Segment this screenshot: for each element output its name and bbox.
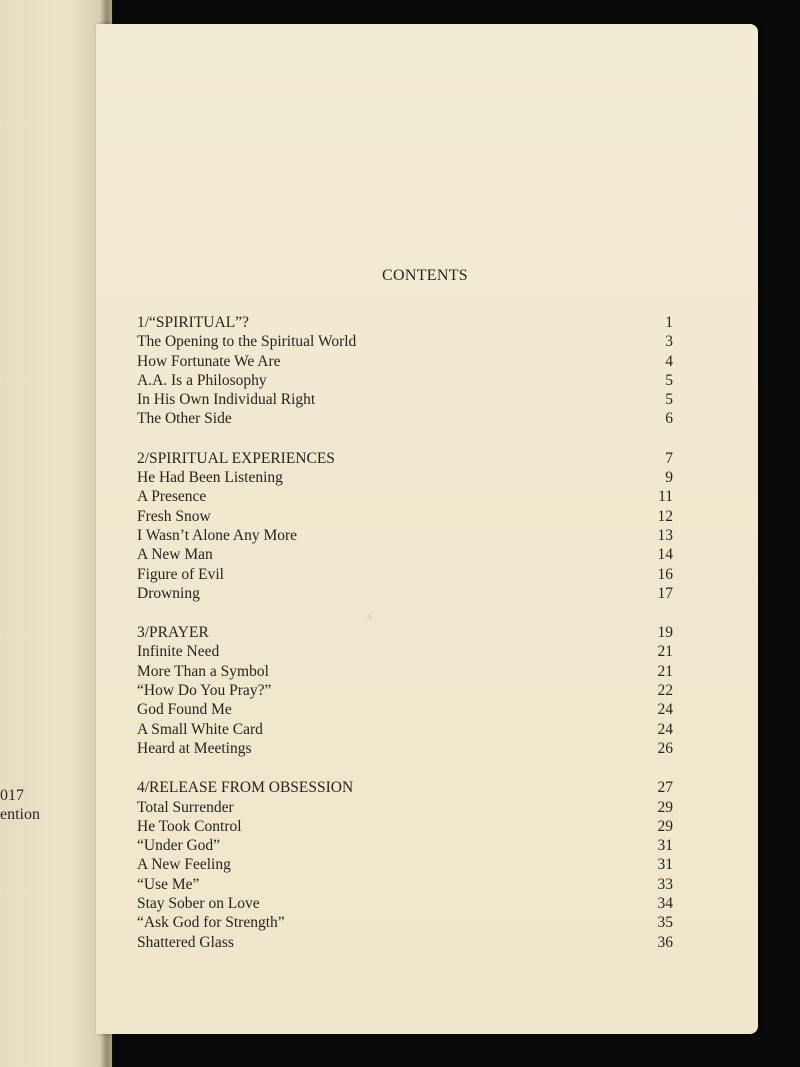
section-title-row: [137, 449, 673, 468]
entry-page-number: 29: [657, 798, 673, 816]
entry-title: A New Feeling: [137, 856, 231, 874]
entry-page-number: 16: [657, 565, 673, 583]
toc-entry: [137, 855, 673, 874]
table-of-contents: [137, 266, 673, 972]
entry-page-number: 24: [657, 720, 673, 738]
toc-entry: [137, 371, 673, 390]
toc-entry: [137, 662, 673, 681]
entry-page-number: 6: [665, 410, 673, 428]
entry-title: In His Own Individual Right: [137, 391, 316, 409]
entry-title: He Had Been Listening: [137, 469, 283, 487]
entry-page-number: 3: [665, 333, 673, 351]
toc-entry: [137, 817, 673, 836]
entry-page-number: 21: [657, 662, 673, 680]
toc-entry: [137, 894, 673, 913]
toc-entry: [137, 487, 673, 506]
entry-title: A Presence: [137, 488, 207, 506]
entry-title: A New Man: [137, 546, 213, 564]
entry-page-number: 34: [657, 895, 673, 913]
entry-title: Total Surrender: [137, 798, 234, 816]
entry-title: How Fortunate We Are: [137, 352, 281, 370]
entry-title: Fresh Snow: [137, 507, 211, 525]
toc-entry: [137, 875, 673, 894]
entry-title: Stay Sober on Love: [137, 895, 260, 913]
entry-title: Figure of Evil: [137, 565, 224, 583]
entry-page-number: 31: [657, 856, 673, 874]
entry-title: God Found Me: [137, 701, 232, 719]
section-title-row: [137, 313, 673, 332]
toc-entry: [137, 526, 673, 545]
section-title: 4/RELEASE FROM OBSESSION: [137, 779, 354, 797]
entry-page-number: 26: [657, 739, 673, 757]
section-page-number: 19: [657, 624, 673, 642]
toc-section: [137, 778, 673, 952]
toc-entry: [137, 565, 673, 584]
section-title: 1/“SPIRITUAL”?: [137, 314, 249, 331]
toc-entry: [137, 332, 673, 351]
entry-page-number: 22: [657, 682, 673, 700]
entry-page-number: 5: [665, 391, 673, 409]
toc-entry: [137, 468, 673, 487]
section-title: 2/SPIRITUAL EXPERIENCES: [137, 449, 335, 467]
toc-section: [137, 313, 673, 429]
entry-page-number: 5: [665, 371, 673, 389]
entry-page-number: 24: [657, 701, 673, 719]
entry-page-number: 4: [665, 352, 673, 370]
entry-title: A Small White Card: [137, 720, 263, 738]
section-page-number: 27: [657, 779, 673, 797]
toc-entry: [137, 409, 673, 428]
section-title-row: [137, 623, 673, 642]
entry-page-number: 33: [657, 875, 673, 893]
entry-title: “Under God”: [137, 837, 221, 855]
entry-page-number: 13: [657, 526, 673, 544]
toc-entry: [137, 836, 673, 855]
toc-entry: [137, 720, 673, 739]
toc-entry: [137, 507, 673, 526]
section-page-number: 7: [665, 449, 673, 467]
toc-section: [137, 623, 673, 758]
left-page-line: 017: [0, 787, 24, 804]
section-page-number: 1: [665, 314, 673, 331]
entry-title: “How Do You Pray?”: [137, 682, 272, 700]
toc-entry: [137, 681, 673, 700]
entry-page-number: 14: [657, 546, 673, 564]
toc-sections: [137, 313, 673, 952]
section-title-row: [137, 778, 673, 797]
toc-entry: [137, 545, 673, 564]
toc-entry: [137, 642, 673, 661]
toc-entry: [137, 798, 673, 817]
entry-page-number: 29: [657, 817, 673, 835]
entry-title: The Opening to the Spiritual World: [137, 333, 357, 351]
paper-speck: ⁘: [366, 613, 374, 623]
entry-page-number: 12: [657, 507, 673, 525]
toc-entry: [137, 739, 673, 758]
entry-title: Heard at Meetings: [137, 739, 252, 757]
left-page-line: ention: [0, 806, 40, 823]
entry-page-number: 11: [658, 488, 673, 506]
entry-page-number: 9: [665, 469, 673, 487]
entry-title: “Use Me”: [137, 875, 200, 893]
toc-entry: [137, 390, 673, 409]
entry-title: Infinite Need: [137, 643, 220, 661]
entry-title: He Took Control: [137, 817, 242, 835]
section-title: 3/PRAYER: [137, 624, 209, 642]
toc-entry: [137, 700, 673, 719]
toc-entry: [137, 352, 673, 371]
entry-title: Shattered Glass: [137, 933, 234, 951]
entry-page-number: 17: [657, 584, 673, 602]
toc-section: [137, 449, 673, 603]
entry-page-number: 31: [657, 837, 673, 855]
entry-title: I Wasn’t Alone Any More: [137, 526, 298, 544]
toc-entry: [137, 933, 673, 952]
contents-heading: CONTENTS: [382, 267, 468, 284]
entry-title: “Ask God for Strength”: [137, 914, 285, 932]
toc-entry: [137, 913, 673, 932]
entry-page-number: 21: [657, 643, 673, 661]
left-page-fragment: [0, 786, 40, 824]
entry-page-number: 36: [657, 933, 673, 951]
entry-title: More Than a Symbol: [137, 662, 269, 680]
toc-entry: [137, 584, 673, 603]
entry-title: Drowning: [137, 584, 200, 602]
entry-title: A.A. Is a Philosophy: [137, 371, 267, 389]
entry-title: The Other Side: [137, 410, 232, 428]
entry-page-number: 35: [657, 914, 673, 932]
